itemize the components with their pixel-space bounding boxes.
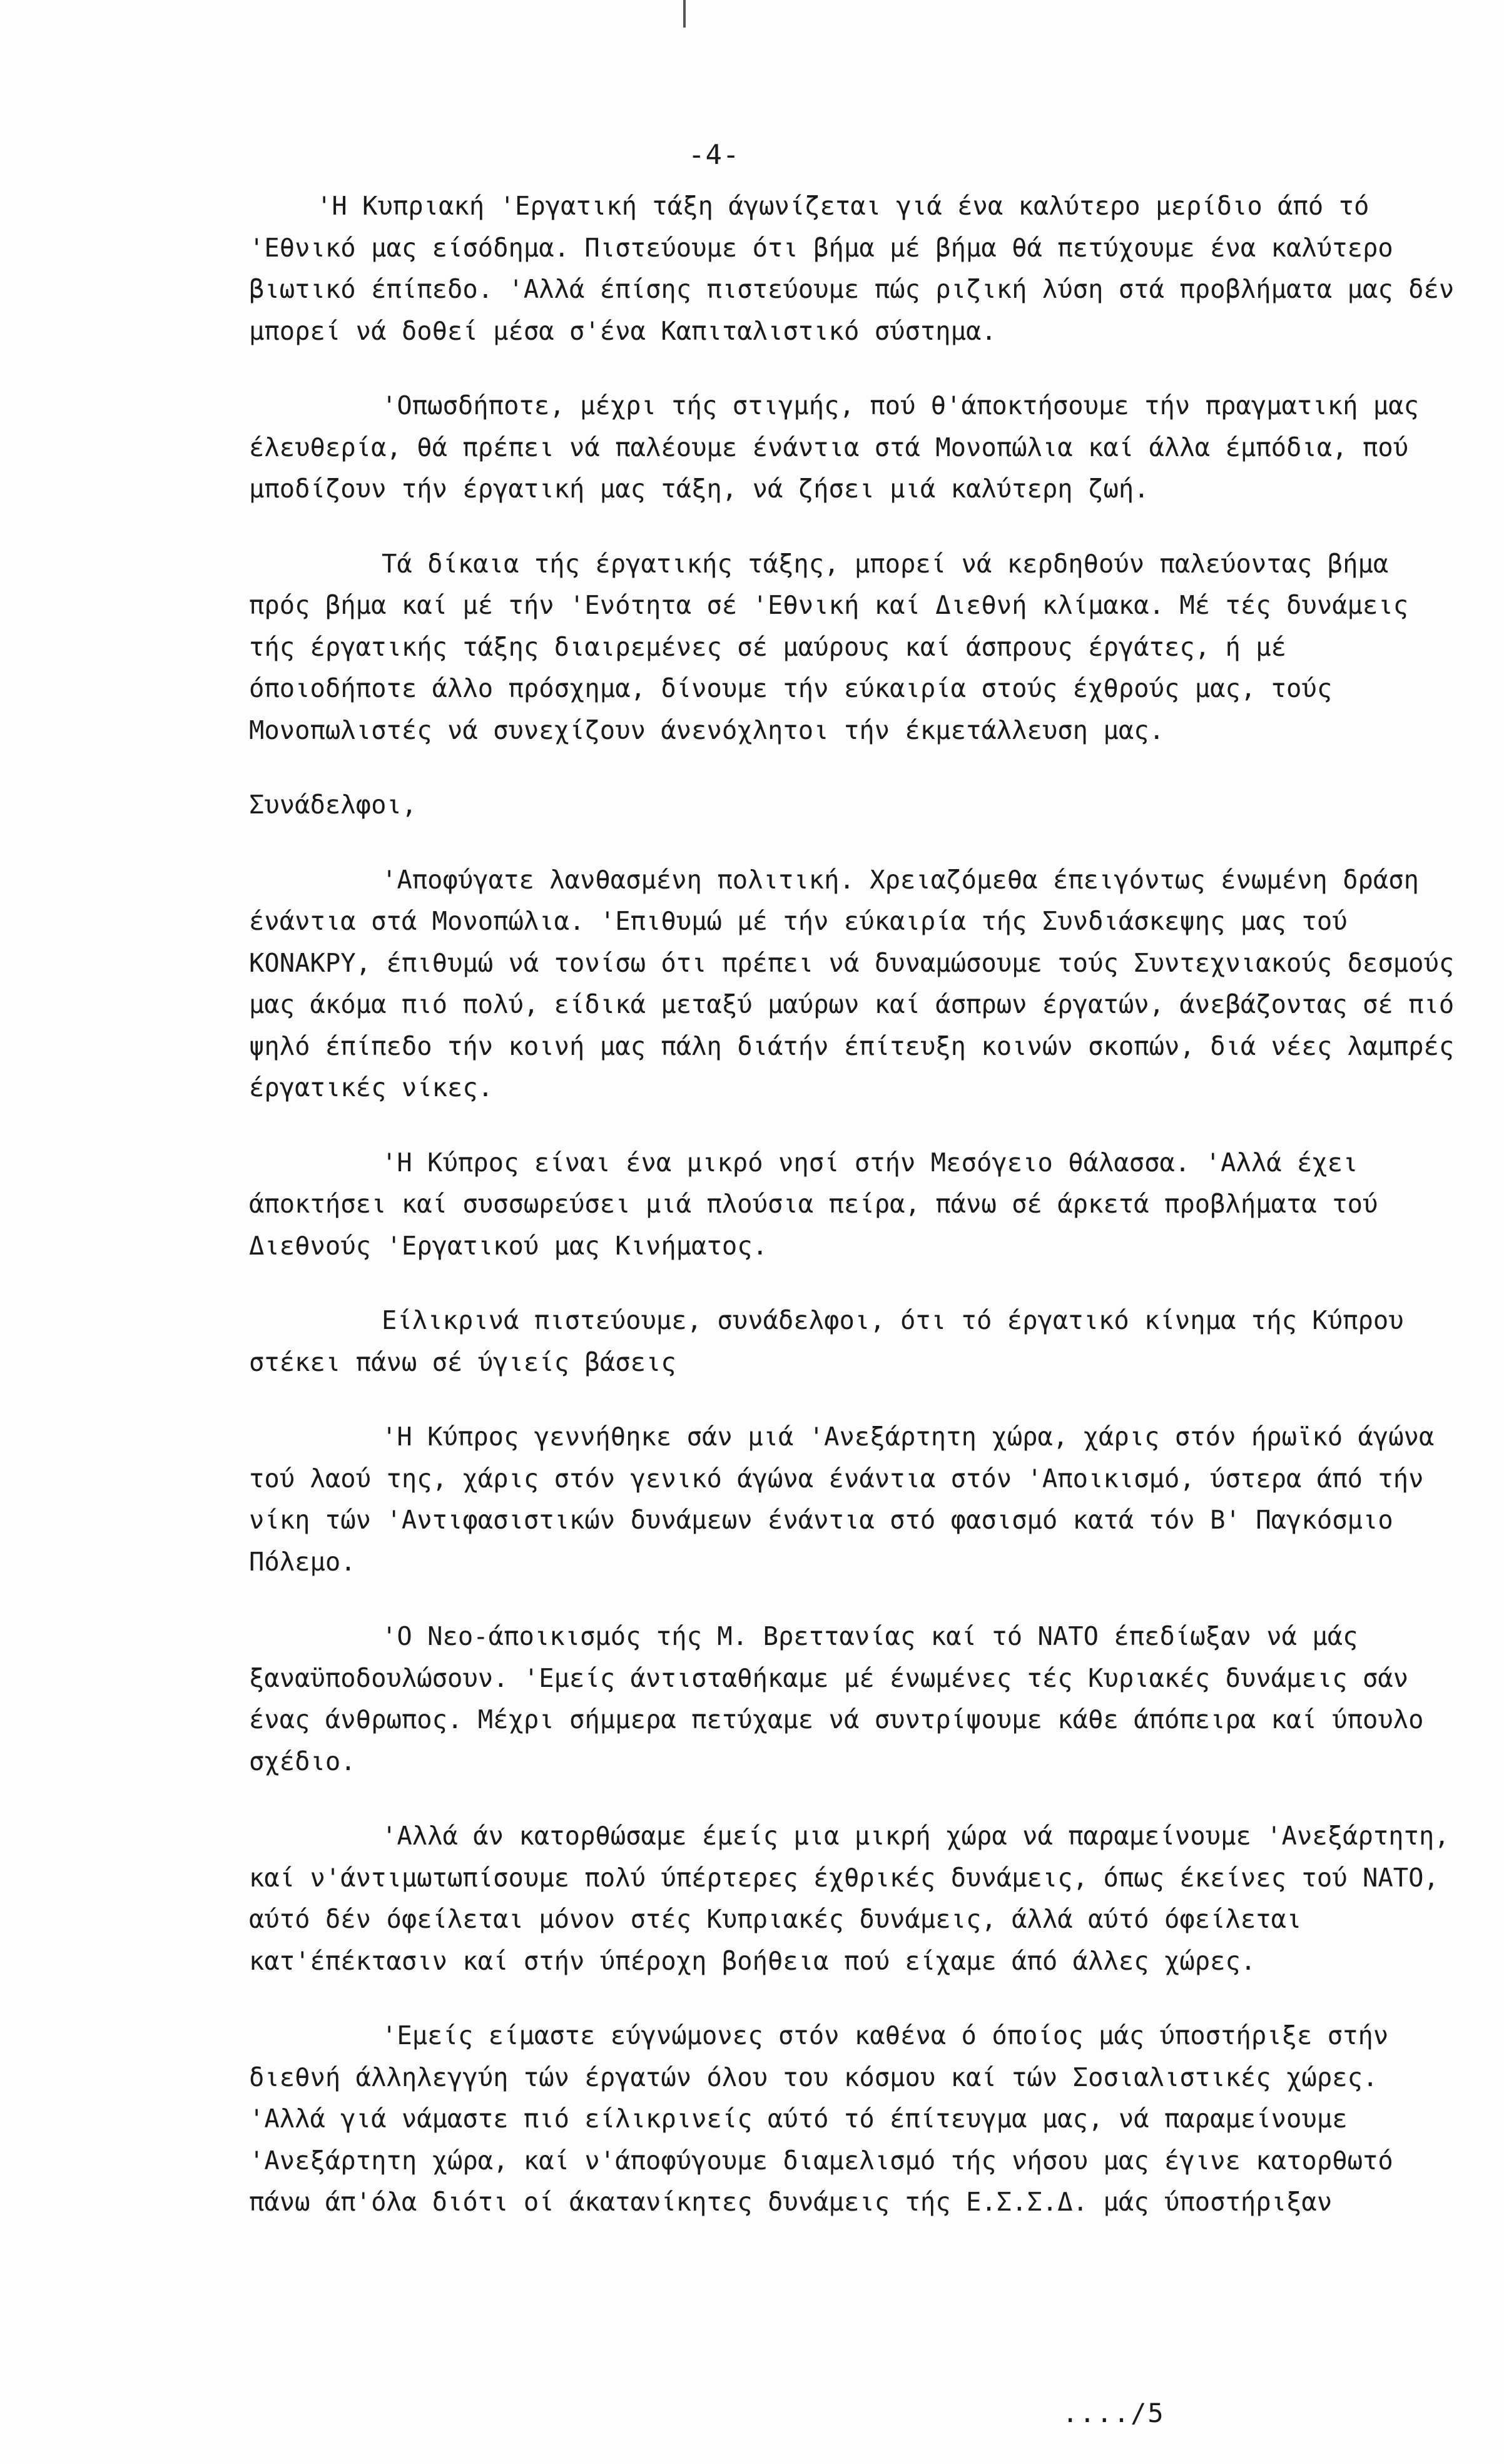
- page-number: -4-: [688, 139, 740, 171]
- salutation: Συνάδελφοι,: [249, 790, 417, 820]
- paragraph: 'Οπωσδήποτε, μέχρι τής στιγμής, πού θ'άποκτήσουμε τήν πραγματική μας έλευθερία, θά πρέπει νά παλέουμε ένάντια στά Μονοπώλια καί άλλα έμπόδια, πού μποδίζουν τήν έργατική μας τάξη, νά ζήσει μιά καλύτερη ζωή.: [249, 390, 1420, 504]
- paragraph: Τά δίκαια τής έργατικής τάξης, μπορεί νά κερδηθούν παλεύοντας βήμα πρός βήμα καί μέ τήν 'Ενότητα σέ 'Εθνική καί Διεθνή κλίμακα. Μέ τές δυνάμεις τής έργατικής τάξης διαιρεμένες σέ μαύρους καί άσπρους έργάτες, ή μέ όποιοδήποτε άλλο πρόσχημα, δίνουμε τήν εύκαιρία στούς έχθρούς μας, τούς Μονοπωλιστές νά συνεχίζουν άνενόχλητοι τήν έκμετάλλευση μας.: [249, 548, 1409, 745]
- paragraph: 'Η Κυπριακή 'Εργατική τάξη άγωνίζεται γιά ένα καλύτερο μερίδιο άπό τό 'Εθνικό μας είσόδημα. Πιστεύουμε ότι βήμα μέ βήμα θά πετύχουμε ένα καλύτερο βιωτικό έπίπεδο. 'Αλλά έπίσης πιστεύουμε πώς ριζική λύση στά προβλήματα μας δέν μπορεί νά δοθεί μέσα σ'ένα Καπιταλιστικό σύστημα.: [249, 191, 1455, 346]
- paragraph: 'Ο Νεο-άποικισμός τής Μ. Βρεττανίας καί τό ΝΑΤΟ έπεδίωξαν νά μάς ξαναϋποδουλώσουν. 'Εμείς άντισταθήκαμε μέ ένωμένες τές Κυριακές δυνάμεις σάν ένας άνθρωπος. Μέχρι σήμμερα πετύχαμε νά συντρίψουμε κάθε άπόπειρα καί ύπουλο σχέδιο.: [249, 1621, 1424, 1776]
- paragraph: 'Αλλά άν κατορθώσαμε έμείς μια μικρή χώρα νά παραμείνουμε 'Ανεξάρτητη, καί ν'άντιμωτωπίσουμε πολύ ύπέρτερες έχθρικές δυνάμεις, όπως έκείνες τού ΝΑΤΟ, αύτό δέν όφείλεται μόνον στές Κυπριακές δυνάμεις, άλλά αύτό όφείλεται κατ'έπέκτασιν καί στήν ύπέροχη βοήθεια πού είχαμε άπό άλλες χώρες.: [249, 1821, 1450, 1976]
- body-text: [249, 185, 1463, 2256]
- paragraph: 'Αποφύγατε λανθασμένη πολιτική. Χρειαζόμεθα έπειγόντως ένωμένη δράση ένάντια στά Μονοπώλια. 'Επιθυμώ μέ τήν εύκαιρία τής Συνδιάσκεψης μας τού ΚΟΝΑΚΡΥ, έπιθυμώ νά τονίσω ότι πρέπει νά δυναμώσουμε τούς Συντεχνιακούς δεσμούς μας άκόμα πιό πολύ, είδικά μεταξύ μαύρων καί άσπρων έργατών, άνεβάζοντας σέ πιό ψηλό έπίπεδο τήν κοινή μας πάλη διάτήν έπίτευξη κοινών σκοπών, διά νέες λαμπρές έργατικές νίκες.: [249, 864, 1455, 1102]
- binding-mark: [683, 0, 686, 28]
- paragraph: 'Η Κύπρος γεννήθηκε σάν μιά 'Ανεξάρτητη χώρα, χάρις στόν ήρωϊκό άγώνα τού λαού της, χάρις στόν γενικό άγώνα ένάντια στόν 'Αποικισμό, ύστερα άπό τήν νίκη τών 'Αντιφασιστικών δυνάμεων ένάντια στό φασισμό κατά τόν Β' Παγκόσμιο Πόλεμο.: [249, 1422, 1435, 1577]
- continued-mark: ..../5: [1062, 2398, 1165, 2428]
- paragraph: Είλικρινά πιστεύουμε, συνάδελφοι, ότι τό έργατικό κίνημα τής Κύπρου στέκει πάνω σέ ύγιείς βάσεις: [249, 1305, 1404, 1377]
- paragraph: 'Εμείς είμαστε εύγνώμονες στόν καθένα ό όποίος μάς ύποστήριξε στήν διεθνή άλληλεγγύη τών έργατών όλου του κόσμου καί τών Σοσιαλιστικές χώρες. 'Αλλά γιά νάμαστε πιό είλικρινείς αύτό τό έπίτευγμα μας, νά παραμείνουμε 'Ανεξάρτητη χώρα, καί ν'άποφύγουμε διαμελισμό τής νήσου μας έγινε κατορθωτό πάνω άπ'όλα διότι οί άκατανίκητες δυνάμεις τής Ε.Σ.Σ.Δ. μάς ύποστήριξαν: [249, 2020, 1393, 2217]
- paragraph: 'Η Κύπρος είναι ένα μικρό νησί στήν Μεσόγειο θάλασσα. 'Αλλά έχει άποκτήσει καί συσσωρεύσει μιά πλούσια πείρα, πάνω σέ άρκετά προβλήματα τού Διεθνούς 'Εργατικού μας Κινήματος.: [249, 1147, 1378, 1261]
